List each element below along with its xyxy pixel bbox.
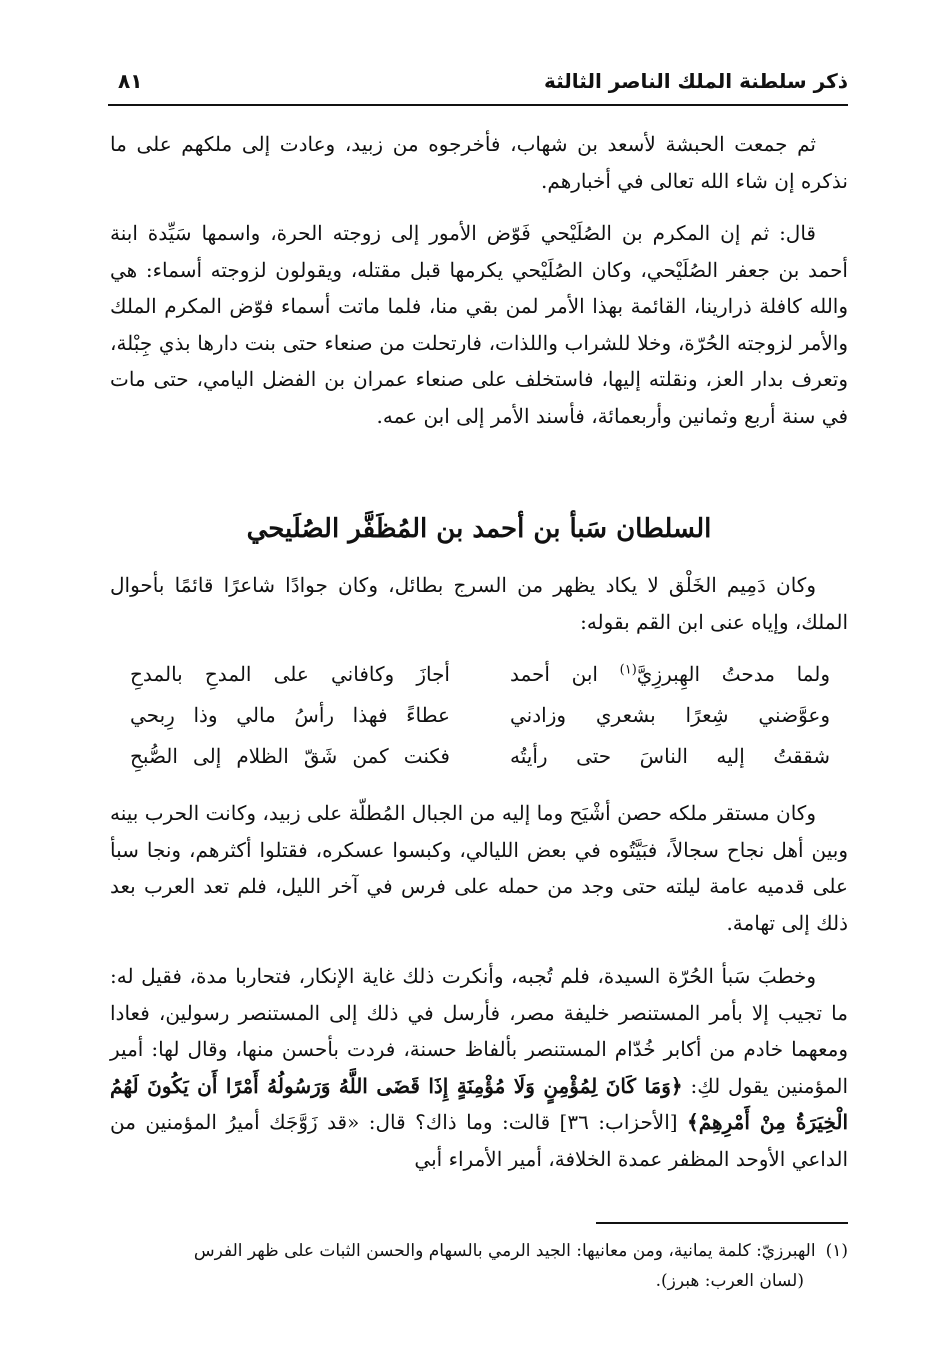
poem <box>130 654 830 777</box>
running-header <box>110 66 848 100</box>
paragraph-text <box>110 958 848 1177</box>
verse-second-hemistich: عطاءً فهذا رأسُ مالي وذا رِبحي <box>130 703 450 727</box>
poem-verse <box>130 695 830 736</box>
paragraph-text: وكان مستقر ملكه حصن أشْيَح وما إليه من الجبال المُطلّة على زبيد، وكانت الحرب بينه وبين أهل نجاح سجالاً، فبَيَّتُوه في بعض الليالي، وكبسوا عسكره، فقتلوا أكثرهم، ونجا سبأ على قدميه عامة ليلته حتى وجد من حمله على فرس في آخر الليل، فلم تعد العرب بعد ذلك إلى تهامة. <box>110 801 848 935</box>
paragraph-5 <box>110 958 848 1177</box>
paragraph-text: ثم جمعت الحبشة لأسعد بن شهاب، فأخرجوه من زبيد، وعادت إلى ملكهم على ما نذكره إن شاء الله تعالى في أخبارهم. <box>110 132 848 193</box>
verse-first-hemistich: وعوَّضني شِعرًا بشعري وزادني <box>510 703 830 727</box>
paragraph-text: وكان دَمِيم الخَلْق لا يكاد يظهر من السرج بطائل، وكان جوادًا شاعرًا قائمًا بأحوال الملك، وإياه عنى ابن القم بقوله: <box>110 573 848 634</box>
poem-verse <box>130 736 830 777</box>
paragraph-1 <box>110 126 848 199</box>
poem-verse <box>130 654 830 695</box>
header-divider <box>108 104 848 106</box>
footnote <box>110 1236 848 1296</box>
verse-second-hemistich: أجازَ وكافاني على المدحِ بالمدحِ <box>130 662 450 686</box>
verse-first-hemistich: ولما مدحتُ الهِبرزِيَّ$^{(١)}$ ابن أحمد <box>510 662 830 686</box>
paragraph-text-part: وخطبَ سَبأ الحُرّة السيدة، فلم تُجبه، وأنكرت ذلك غاية الإنكار، فتحاربا مدة، فقيل له: ما تجيب إلا بأمر المستنصر خليفة مصر، فأرسل في ذلك إلى المستنصر رسولين، فعادا ومعهما خادم من أكابر خُدّام المستنصر بألفاظ حسنة، فردت بأحسن منها، وقال لها: أمير المؤمنين يقول لكِ: <box>110 964 849 1098</box>
page-number: ٨١ <box>118 69 143 93</box>
paragraph-text: قال: ثم إن المكرم بن الصُلَيْحي فَوّض الأمور إلى زوجته الحرة، واسمها سَيِّدة ابنة أحمد بن جعفر الصُلَيْحي، وكان الصُلَيْحي يكرمها قبل مقتله، ويقولون لزوجته أسماء: هي والله كافلة ذرارينا، القائمة بهذا الأمر لمن بقي منا، فلما ماتت أسماء فوّض المكرم الملك والأمر لزوجته الحُرّة، وخلا للشراب واللذات، فارتحلت من صنعاء حتى بنت دارها بذي جِبْلة، وتعرف بدار العز، ونقلته إليها، فاستخلف على صنعاء عمران بن الفضل اليامي، حتى مات في سنة أربع وثمانين وأربعمائة، فأسند الأمر إلى ابن عمه. <box>110 221 848 428</box>
footnote-divider <box>596 1222 848 1224</box>
section-heading: السلطان سَبأ بن أحمد بن المُظَفَّر الصُلَيحي <box>246 514 712 544</box>
footnote-marker: (١) <box>825 1241 848 1261</box>
verse-first-hemistich: شققتُ إليه الناسَ حتى رأيتُه <box>510 744 830 768</box>
verse-second-hemistich: فكنت كمن شَقّ الظلام إلى الصُّبحِ <box>130 744 450 768</box>
paragraph-4 <box>110 795 848 941</box>
quran-quote: ﴿وَمَا كَانَ لِمُؤْمِنٍ وَلَا مُؤْمِنَةٍ إِذَا قَضَى اللَّهُ وَرَسُولُهُ أَمْرًا أَن يَكُونَ لَهُمُ الْخِيَرَةُ مِنْ أَمْرِهِمْ﴾ <box>110 1073 849 1134</box>
running-title: ذكر سلطنة الملك الناصر الثالثة <box>543 69 848 93</box>
footnote-text: الهبرزيّ: كلمة يمانية، ومن معانيها: الجيد الرمي بالسهام والحسن الثبات على ظهر الفرس <box>193 1241 816 1261</box>
paragraph-3 <box>110 567 848 640</box>
footnote-source: (لسان العرب: هبرز). <box>655 1271 804 1291</box>
paragraph-2 <box>110 215 848 434</box>
footnote-reference: (١) <box>619 662 637 678</box>
paragraph-text-part: [الأحزاب: ٣٦] قالت: وما ذاك؟ قال: «قد زَوَّجَك أميرُ المؤمنين من الداعي الأوحد المظفر عمدة الخلافة، أمير الأمراء أبي <box>110 1110 848 1171</box>
